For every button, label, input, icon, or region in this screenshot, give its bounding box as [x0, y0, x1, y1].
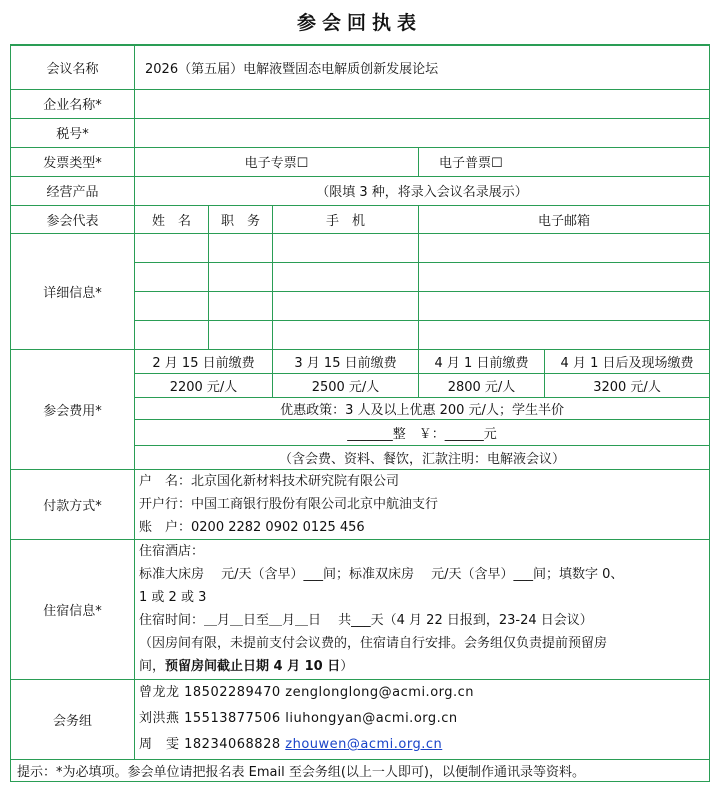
- tax-id-field[interactable]: [135, 118, 710, 147]
- fee-price-1: 2200 元/人: [135, 373, 273, 397]
- fee-total-field[interactable]: _______整 ￥：______元: [135, 419, 710, 445]
- col-email-header: 电子邮箱: [419, 205, 710, 233]
- bank-name: 开户行：中国工商银行股份有限公司北京中航油支行: [139, 496, 439, 512]
- hotel-note-tail: 间，: [139, 659, 166, 674]
- stay-dates-line: 住宿时间：＿月＿日至＿月＿日 共___天（4 月 22 日报到，23-24 日会议）: [139, 613, 593, 628]
- fee-price-3: 2800 元/人: [419, 373, 545, 397]
- hotel-deadline: 预留房间截止日期 4 月 10 日: [165, 659, 341, 674]
- col-name-header: 姓 名: [135, 205, 209, 233]
- account-name: 户 名：北京国化新材料技术研究院有限公司: [139, 473, 400, 489]
- delegate-title-cell[interactable]: [209, 291, 273, 320]
- fee-price-4: 3200 元/人: [545, 373, 710, 397]
- fee-header-1: 2 月 15 日前缴费: [135, 349, 273, 373]
- page-title: 参会回执表: [296, 12, 422, 34]
- col-title-header: 职 务: [209, 205, 273, 233]
- fee-header-2: 3 月 15 日前缴费: [273, 349, 419, 373]
- fee-price-2: 2500 元/人: [273, 373, 419, 397]
- contact-item: 刘洪燕 15513877506 liuhongyan@acmi.org.cn: [139, 711, 458, 726]
- delegate-phone-cell[interactable]: [273, 320, 419, 349]
- company-name-field[interactable]: [135, 89, 710, 118]
- invoice-normal-option[interactable]: 电子普票☐: [419, 147, 710, 176]
- hotel-note-close: ）: [340, 659, 354, 674]
- invoice-special-option[interactable]: 电子专票☐: [135, 147, 419, 176]
- hotel-label: 住宿信息*: [11, 539, 135, 679]
- hotel-name-line: 住宿酒店：: [139, 544, 205, 559]
- meeting-name-label: 会议名称: [11, 45, 135, 89]
- delegate-email-cell[interactable]: [419, 262, 710, 291]
- room-type-line: 标准大床房 元/天（含早）___间；标准双床房 元/天（含早）___间；填数字 0、: [139, 567, 624, 582]
- delegate-name-cell[interactable]: [135, 320, 209, 349]
- payment-label: 付款方式*: [11, 469, 135, 539]
- delegate-title-cell[interactable]: [209, 320, 273, 349]
- delegate-phone-cell[interactable]: [273, 291, 419, 320]
- meeting-name-value: 2026（第五届）电解液暨固态电解质创新发展论坛: [135, 45, 710, 89]
- tax-id-label: 税号*: [11, 118, 135, 147]
- contacts-list: [135, 679, 710, 759]
- payment-details: [135, 469, 710, 539]
- delegate-name-cell[interactable]: [135, 262, 209, 291]
- products-label: 经营产品: [11, 176, 135, 205]
- contact-item: 曾龙龙 18502289470 zenglonglong@acmi.org.cn: [139, 685, 475, 700]
- registration-form: [10, 44, 710, 782]
- delegate-phone-cell[interactable]: [273, 233, 419, 262]
- delegate-title-cell[interactable]: [209, 262, 273, 291]
- delegate-email-cell[interactable]: [419, 291, 710, 320]
- footer-tip: 提示：*为必填项。参会单位请把报名表 Email 至会务组(以上一人即可)，以便制作通讯录等资料。: [11, 759, 710, 781]
- contact-item: [139, 732, 705, 758]
- contact-person: 周 雯 18234068828: [139, 737, 286, 752]
- fees-label: 参会费用*: [11, 349, 135, 469]
- delegate-email-cell[interactable]: [419, 320, 710, 349]
- delegate-title-cell[interactable]: [209, 233, 273, 262]
- hotel-details[interactable]: [135, 539, 710, 679]
- discount-policy: 优惠政策：3 人及以上优惠 200 元/人；学生半价: [135, 397, 710, 419]
- products-field[interactable]: （限填 3 种，将录入会议名录展示）: [135, 176, 710, 205]
- delegate-phone-cell[interactable]: [273, 262, 419, 291]
- delegate-email-cell[interactable]: [419, 233, 710, 262]
- fee-total-note: （含会费、资料、餐饮，汇款注明：电解液会议）: [135, 445, 710, 469]
- hotel-deadline-line: [139, 655, 705, 678]
- company-name-label: 企业名称*: [11, 89, 135, 118]
- delegate-name-cell[interactable]: [135, 291, 209, 320]
- hotel-note-line: （因房间有限，未提前支付会议费的，住宿请自行安排。会务组仅负责提前预留房: [139, 636, 608, 651]
- delegate-name-cell[interactable]: [135, 233, 209, 262]
- account-number: 账 户：0200 2282 0902 0125 456: [139, 519, 365, 535]
- fee-header-4: 4 月 1 日后及现场缴费: [545, 349, 710, 373]
- col-phone-header: 手 机: [273, 205, 419, 233]
- room-count-hint: 1 或 2 或 3: [139, 590, 207, 605]
- invoice-type-label: 发票类型*: [11, 147, 135, 176]
- delegates-label: 参会代表: [11, 205, 135, 233]
- fee-header-3: 4 月 1 日前缴费: [419, 349, 545, 373]
- detail-info-label: 详细信息*: [11, 233, 135, 349]
- contacts-label: 会务组: [11, 679, 135, 759]
- contact-email-link[interactable]: zhouwen@acmi.org.cn: [285, 737, 443, 752]
